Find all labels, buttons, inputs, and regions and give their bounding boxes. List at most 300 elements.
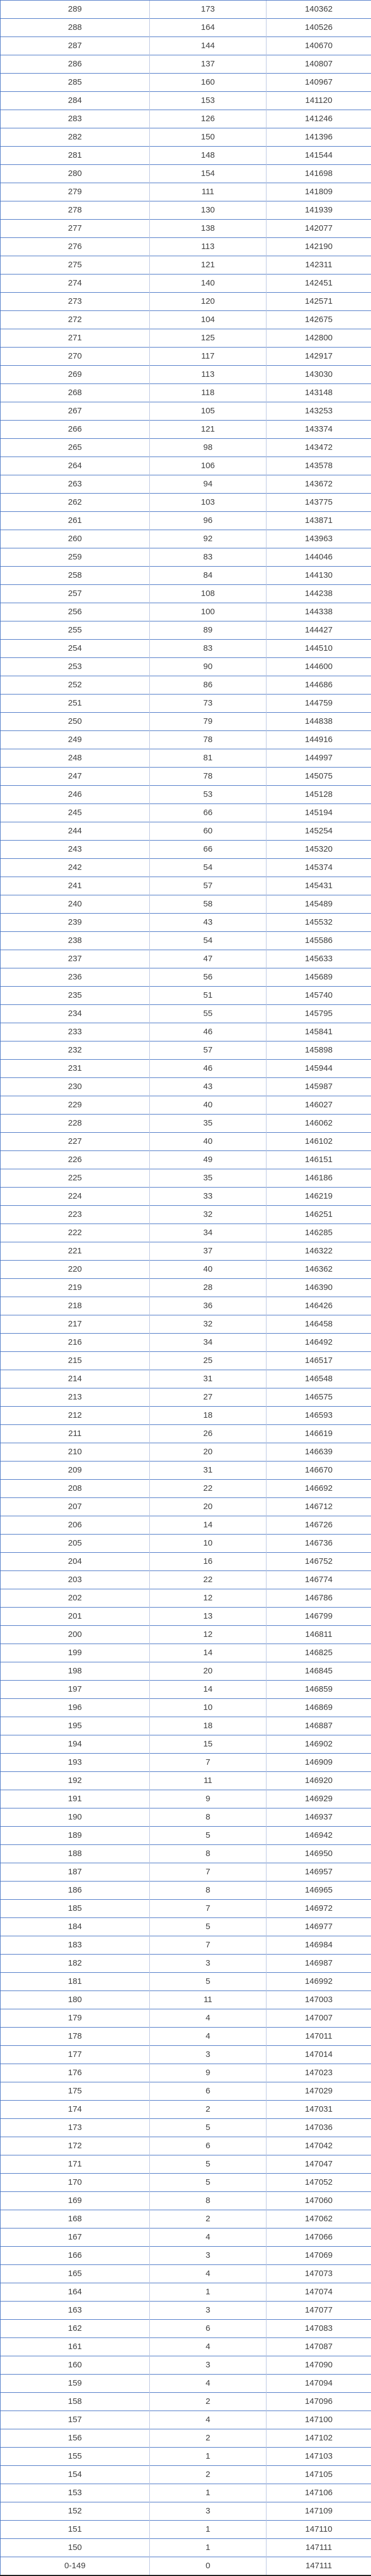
table-row: [1, 2393, 371, 2411]
cumulative-cell: 144130: [267, 567, 371, 585]
score-cell: 275: [1, 256, 150, 274]
cumulative-cell: 147014: [267, 2046, 371, 2064]
score-cell: 224: [1, 1188, 150, 1206]
table-row: [1, 1407, 371, 1425]
count-cell: 125: [150, 329, 267, 348]
cumulative-cell: 146458: [267, 1315, 371, 1334]
table-row: [1, 877, 371, 895]
score-cell: 256: [1, 603, 150, 621]
cumulative-cell: 144338: [267, 603, 371, 621]
score-cell: 151: [1, 2521, 150, 2539]
count-cell: 121: [150, 421, 267, 439]
cumulative-cell: 147083: [267, 2320, 371, 2338]
count-cell: 140: [150, 274, 267, 293]
count-cell: 10: [150, 1535, 267, 1553]
count-cell: 32: [150, 1315, 267, 1334]
score-cell: 209: [1, 1461, 150, 1480]
cumulative-cell: 147036: [267, 2119, 371, 2137]
score-cell: 177: [1, 2046, 150, 2064]
cumulative-cell: 147042: [267, 2137, 371, 2155]
score-cell: 164: [1, 2283, 150, 2302]
count-cell: 12: [150, 1589, 267, 1608]
score-cell: 283: [1, 110, 150, 128]
table-row: [1, 603, 371, 621]
count-cell: 20: [150, 1662, 267, 1681]
score-cell: 279: [1, 183, 150, 201]
cumulative-cell: 147069: [267, 2247, 371, 2265]
score-cell: 159: [1, 2375, 150, 2393]
score-cell: 210: [1, 1443, 150, 1461]
table-row: [1, 1608, 371, 1626]
cumulative-cell: 142451: [267, 274, 371, 293]
cumulative-cell: 140967: [267, 74, 371, 92]
count-cell: 104: [150, 311, 267, 329]
cumulative-cell: 142311: [267, 256, 371, 274]
score-cell: 257: [1, 585, 150, 603]
cumulative-cell: 145254: [267, 822, 371, 841]
table-row: [1, 1571, 371, 1589]
count-cell: 8: [150, 1882, 267, 1900]
cumulative-cell: 144759: [267, 694, 371, 713]
score-cell: 203: [1, 1571, 150, 1589]
score-cell: 206: [1, 1516, 150, 1535]
score-cell: 255: [1, 621, 150, 640]
count-cell: 6: [150, 2082, 267, 2101]
table-row: [1, 950, 371, 968]
cumulative-cell: 146937: [267, 1808, 371, 1827]
table-row: [1, 2557, 371, 2576]
table-row: [1, 311, 371, 329]
score-cell: 230: [1, 1078, 150, 1096]
count-cell: 2: [150, 2101, 267, 2119]
cumulative-cell: 146977: [267, 1918, 371, 1936]
score-cell: 265: [1, 439, 150, 457]
score-cell: 244: [1, 822, 150, 841]
cumulative-cell: 144686: [267, 676, 371, 694]
table-row: [1, 2210, 371, 2228]
count-cell: 90: [150, 658, 267, 676]
table-row: [1, 530, 371, 548]
score-cell: 242: [1, 859, 150, 877]
cumulative-cell: 140807: [267, 55, 371, 74]
table-row: [1, 1681, 371, 1699]
count-cell: 113: [150, 366, 267, 384]
table-row: [1, 804, 371, 822]
cumulative-cell: 147029: [267, 2082, 371, 2101]
cumulative-cell: 146619: [267, 1425, 371, 1443]
table-row: [1, 329, 371, 348]
table-row: [1, 1900, 371, 1918]
score-cell: 181: [1, 1973, 150, 1991]
table-row: [1, 1206, 371, 1224]
table-row: [1, 2064, 371, 2082]
table-row: [1, 548, 371, 567]
score-cell: 216: [1, 1334, 150, 1352]
cumulative-cell: 145431: [267, 877, 371, 895]
table-row: [1, 256, 371, 274]
table-row: [1, 2375, 371, 2393]
score-cell: 184: [1, 1918, 150, 1936]
score-cell: 196: [1, 1699, 150, 1717]
count-cell: 34: [150, 1334, 267, 1352]
cumulative-cell: 146362: [267, 1261, 371, 1279]
table-row: [1, 1334, 371, 1352]
score-cell: 154: [1, 2466, 150, 2484]
count-cell: 96: [150, 512, 267, 530]
score-cell: 179: [1, 2009, 150, 2028]
score-cell: 223: [1, 1206, 150, 1224]
table-row: [1, 2320, 371, 2338]
score-cell: 170: [1, 2174, 150, 2192]
table-row: [1, 1005, 371, 1023]
score-cell: 229: [1, 1096, 150, 1115]
table-row: [1, 2137, 371, 2155]
cumulative-cell: 145740: [267, 987, 371, 1005]
count-cell: 35: [150, 1169, 267, 1188]
score-cell: 202: [1, 1589, 150, 1608]
cumulative-cell: 147023: [267, 2064, 371, 2082]
score-cell: 287: [1, 37, 150, 55]
score-cell: 208: [1, 1480, 150, 1498]
cumulative-cell: 147074: [267, 2283, 371, 2302]
score-cell: 173: [1, 2119, 150, 2137]
score-cell: 234: [1, 1005, 150, 1023]
score-cell: 248: [1, 749, 150, 768]
cumulative-cell: 147106: [267, 2484, 371, 2502]
score-cell: 221: [1, 1242, 150, 1261]
count-cell: 5: [150, 1827, 267, 1845]
count-cell: 1: [150, 2539, 267, 2557]
table-row: [1, 1151, 371, 1169]
score-cell: 155: [1, 2448, 150, 2466]
score-cell: 269: [1, 366, 150, 384]
count-cell: 5: [150, 2119, 267, 2137]
table-row: [1, 1535, 371, 1553]
score-cell: 191: [1, 1790, 150, 1808]
cumulative-cell: 146887: [267, 1717, 371, 1735]
score-cell: 162: [1, 2320, 150, 2338]
count-cell: 58: [150, 895, 267, 914]
table-row: [1, 348, 371, 366]
cumulative-cell: 142800: [267, 329, 371, 348]
table-row: [1, 859, 371, 877]
score-cell: 195: [1, 1717, 150, 1735]
cumulative-cell: 141809: [267, 183, 371, 201]
table-row: [1, 1242, 371, 1261]
cumulative-cell: 147047: [267, 2155, 371, 2174]
count-cell: 117: [150, 348, 267, 366]
score-cell: 161: [1, 2338, 150, 2356]
table-row: [1, 274, 371, 293]
cumulative-cell: 146869: [267, 1699, 371, 1717]
score-cell: 189: [1, 1827, 150, 1845]
cumulative-cell: 146736: [267, 1535, 371, 1553]
table-row: [1, 1553, 371, 1571]
score-cell: 263: [1, 475, 150, 494]
count-cell: 11: [150, 1772, 267, 1790]
cumulative-cell: 147060: [267, 2192, 371, 2210]
count-cell: 32: [150, 1206, 267, 1224]
table-row: [1, 1060, 371, 1078]
score-cell: 225: [1, 1169, 150, 1188]
cumulative-cell: 146920: [267, 1772, 371, 1790]
count-cell: 144: [150, 37, 267, 55]
cumulative-cell: 146102: [267, 1133, 371, 1151]
table-row: [1, 914, 371, 932]
count-cell: 10: [150, 1699, 267, 1717]
cumulative-cell: 141120: [267, 92, 371, 110]
count-cell: 8: [150, 1808, 267, 1827]
table-row: [1, 1297, 371, 1315]
score-cell: 289: [1, 1, 150, 19]
table-row: [1, 19, 371, 37]
table-row: [1, 841, 371, 859]
table-row: [1, 55, 371, 74]
count-cell: 106: [150, 457, 267, 475]
table-row: [1, 1096, 371, 1115]
count-cell: 20: [150, 1498, 267, 1516]
score-cell: 204: [1, 1553, 150, 1571]
table-row: [1, 749, 371, 768]
table-row: [1, 1352, 371, 1370]
score-cell: 284: [1, 92, 150, 110]
score-cell: 211: [1, 1425, 150, 1443]
cumulative-cell: 146670: [267, 1461, 371, 1480]
table-row: [1, 1, 371, 19]
count-cell: 150: [150, 128, 267, 147]
count-cell: 103: [150, 494, 267, 512]
cumulative-cell: 146859: [267, 1681, 371, 1699]
cumulative-cell: 144510: [267, 640, 371, 658]
cumulative-cell: 141396: [267, 128, 371, 147]
count-cell: 78: [150, 731, 267, 749]
cumulative-cell: 147103: [267, 2448, 371, 2466]
score-cell: 266: [1, 421, 150, 439]
count-cell: 1: [150, 2283, 267, 2302]
score-cell: 187: [1, 1863, 150, 1882]
table-row: [1, 1115, 371, 1133]
count-cell: 164: [150, 19, 267, 37]
count-cell: 12: [150, 1626, 267, 1644]
score-cell: 241: [1, 877, 150, 895]
table-row: [1, 128, 371, 147]
count-cell: 137: [150, 55, 267, 74]
cumulative-cell: 143472: [267, 439, 371, 457]
table-row: [1, 1516, 371, 1535]
score-cell: 233: [1, 1023, 150, 1041]
count-cell: 57: [150, 1041, 267, 1060]
count-cell: 11: [150, 1991, 267, 2009]
cumulative-cell: 146811: [267, 1626, 371, 1644]
cumulative-cell: 147094: [267, 2375, 371, 2393]
cumulative-cell: 147066: [267, 2228, 371, 2247]
score-cell: 192: [1, 1772, 150, 1790]
count-cell: 4: [150, 2411, 267, 2429]
table-row: [1, 2265, 371, 2283]
table-row: [1, 640, 371, 658]
table-row: [1, 968, 371, 987]
table-row: [1, 1973, 371, 1991]
table-row: [1, 2247, 371, 2265]
cumulative-cell: 146825: [267, 1644, 371, 1662]
score-cell: 166: [1, 2247, 150, 2265]
count-cell: 53: [150, 786, 267, 804]
cumulative-cell: 146186: [267, 1169, 371, 1188]
table-row: [1, 37, 371, 55]
table-row: [1, 2484, 371, 2502]
score-cell: 150: [1, 2539, 150, 2557]
table-row: [1, 713, 371, 731]
count-cell: 54: [150, 932, 267, 950]
count-cell: 9: [150, 2064, 267, 2082]
count-cell: 3: [150, 2247, 267, 2265]
score-cell: 205: [1, 1535, 150, 1553]
score-cell: 200: [1, 1626, 150, 1644]
count-cell: 4: [150, 2338, 267, 2356]
table-row: [1, 2228, 371, 2247]
table-row: [1, 987, 371, 1005]
table-row: [1, 621, 371, 640]
cumulative-cell: 146987: [267, 1955, 371, 1973]
cumulative-cell: 146992: [267, 1973, 371, 1991]
score-cell: 235: [1, 987, 150, 1005]
table-row: [1, 1644, 371, 1662]
cumulative-cell: 146062: [267, 1115, 371, 1133]
table-row: [1, 1023, 371, 1041]
table-row: [1, 2411, 371, 2429]
table-row: [1, 1991, 371, 2009]
score-cell: 262: [1, 494, 150, 512]
count-cell: 92: [150, 530, 267, 548]
cumulative-cell: 146845: [267, 1662, 371, 1681]
cumulative-cell: 146950: [267, 1845, 371, 1863]
count-cell: 154: [150, 165, 267, 183]
count-cell: 27: [150, 1388, 267, 1407]
cumulative-cell: 146942: [267, 1827, 371, 1845]
cumulative-cell: 147077: [267, 2302, 371, 2320]
count-cell: 55: [150, 1005, 267, 1023]
table-row: [1, 676, 371, 694]
cumulative-cell: 147111: [267, 2557, 371, 2576]
table-row: [1, 1224, 371, 1242]
table-row: [1, 2356, 371, 2375]
table-row: [1, 2283, 371, 2302]
count-cell: 111: [150, 183, 267, 201]
count-cell: 18: [150, 1407, 267, 1425]
score-cell: 190: [1, 1808, 150, 1827]
cumulative-cell: 146972: [267, 1900, 371, 1918]
count-cell: 1: [150, 2484, 267, 2502]
table-row: [1, 1790, 371, 1808]
cumulative-cell: 145374: [267, 859, 371, 877]
score-cell: 270: [1, 348, 150, 366]
cumulative-cell: 141246: [267, 110, 371, 128]
score-cell: 276: [1, 238, 150, 256]
cumulative-cell: 146752: [267, 1553, 371, 1571]
count-cell: 3: [150, 2046, 267, 2064]
count-cell: 3: [150, 1955, 267, 1973]
score-cell: 226: [1, 1151, 150, 1169]
table-row: [1, 1188, 371, 1206]
cumulative-cell: 142190: [267, 238, 371, 256]
cumulative-cell: 146726: [267, 1516, 371, 1535]
table-row: [1, 2119, 371, 2137]
cumulative-cell: 145841: [267, 1023, 371, 1041]
cumulative-cell: 145987: [267, 1078, 371, 1096]
cumulative-cell: 143148: [267, 384, 371, 402]
cumulative-cell: 147100: [267, 2411, 371, 2429]
table-row: [1, 1261, 371, 1279]
table-row: [1, 1827, 371, 1845]
count-cell: 120: [150, 293, 267, 311]
count-cell: 118: [150, 384, 267, 402]
table-row: [1, 512, 371, 530]
table-row: [1, 1480, 371, 1498]
cumulative-cell: 145633: [267, 950, 371, 968]
score-cell: 240: [1, 895, 150, 914]
count-cell: 8: [150, 2192, 267, 2210]
score-cell: 172: [1, 2137, 150, 2155]
score-cell: 215: [1, 1352, 150, 1370]
count-cell: 5: [150, 1973, 267, 1991]
cumulative-cell: 144600: [267, 658, 371, 676]
score-cell: 231: [1, 1060, 150, 1078]
count-cell: 4: [150, 2228, 267, 2247]
score-cell: 178: [1, 2028, 150, 2046]
table-row: [1, 2046, 371, 2064]
table-row: [1, 2192, 371, 2210]
score-cell: 180: [1, 1991, 150, 2009]
table-row: [1, 2466, 371, 2484]
score-cell: 271: [1, 329, 150, 348]
cumulative-cell: 147090: [267, 2356, 371, 2375]
table-row: [1, 822, 371, 841]
cumulative-cell: 146712: [267, 1498, 371, 1516]
count-cell: 56: [150, 968, 267, 987]
count-cell: 26: [150, 1425, 267, 1443]
cumulative-cell: 146492: [267, 1334, 371, 1352]
table-row: [1, 183, 371, 201]
count-cell: 108: [150, 585, 267, 603]
cumulative-cell: 145194: [267, 804, 371, 822]
cumulative-cell: 143775: [267, 494, 371, 512]
count-cell: 37: [150, 1242, 267, 1261]
cumulative-cell: 147003: [267, 1991, 371, 2009]
cumulative-cell: 146548: [267, 1370, 371, 1388]
score-cell: 277: [1, 220, 150, 238]
cumulative-cell: 146799: [267, 1608, 371, 1626]
score-cell: 160: [1, 2356, 150, 2375]
score-cell: 175: [1, 2082, 150, 2101]
count-cell: 51: [150, 987, 267, 1005]
table-row: [1, 1279, 371, 1297]
cumulative-cell: 143672: [267, 475, 371, 494]
table-row: [1, 494, 371, 512]
count-cell: 78: [150, 768, 267, 786]
table-row: [1, 457, 371, 475]
score-cell: 267: [1, 402, 150, 421]
score-cell: 217: [1, 1315, 150, 1334]
cumulative-cell: 146929: [267, 1790, 371, 1808]
count-cell: 2: [150, 2466, 267, 2484]
table-row: [1, 238, 371, 256]
count-cell: 121: [150, 256, 267, 274]
count-cell: 79: [150, 713, 267, 731]
cumulative-cell: 143578: [267, 457, 371, 475]
cumulative-cell: 146984: [267, 1936, 371, 1955]
cumulative-cell: 147073: [267, 2265, 371, 2283]
table-row: [1, 147, 371, 165]
